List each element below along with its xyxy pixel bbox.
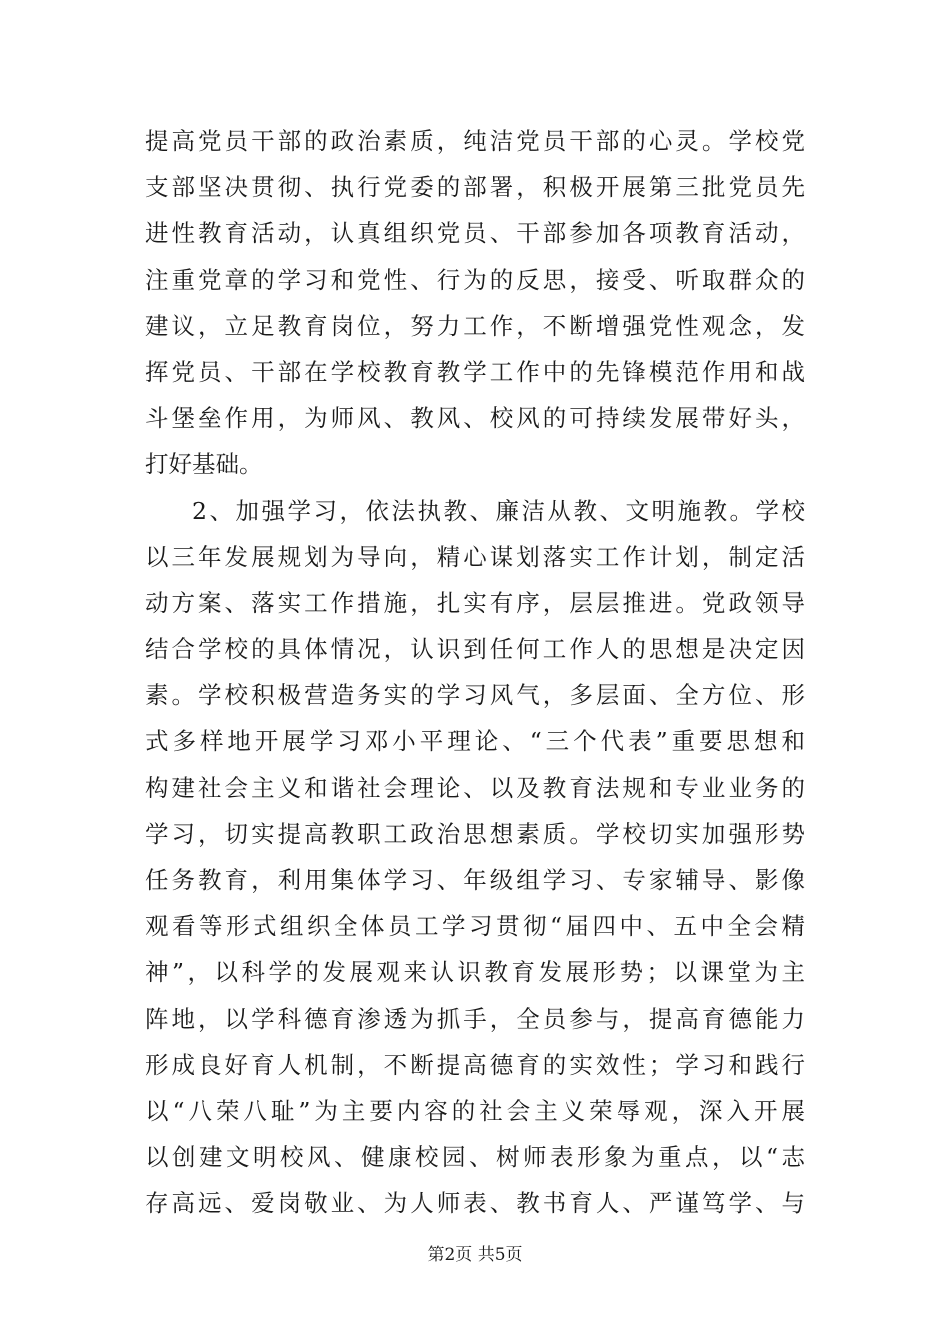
text-line: 学习，切实提高教职工政治思想素质。学校切实加强形势 xyxy=(145,819,805,848)
page-number-footer: 第2页 共5页 xyxy=(427,1245,523,1265)
text-line: 式多样地开展学习邓小平理论、“三个代表”重要思想和 xyxy=(145,727,805,756)
document-body xyxy=(145,118,805,1227)
text-line: 打好基础。 xyxy=(145,450,263,479)
text-line: 任务教育，利用集体学习、年级组学习、专家辅导、影像 xyxy=(145,866,805,894)
text-line: 支部坚决贯彻、执行党委的部署，积极开展第三批党员先 xyxy=(145,173,805,202)
text-line: 挥党员、干部在学校教育教学工作中的先锋模范作用和战 xyxy=(145,357,805,386)
text-line: 以“八荣八耻”为主要内容的社会主义荣辱观，深入开展 xyxy=(145,1096,805,1125)
text-line: 斗堡垒作用，为师风、教风、校风的可持续发展带好头， xyxy=(145,404,805,433)
text-line: 观看等形式组织全体员工学习贯彻“届四中、五中全会精 xyxy=(145,912,805,941)
text-line: 注重党章的学习和党性、行为的反思，接受、听取群众的 xyxy=(145,265,805,294)
text-line: 进性教育活动，认真组织党员、干部参加各项教育活动， xyxy=(145,219,805,248)
text-line: 2、加强学习，依法执教、廉洁从教、文明施教。学校 xyxy=(192,496,805,525)
text-line: 以创建文明校风、健康校园、树师表形象为重点，以“志 xyxy=(145,1143,805,1172)
text-line: 结合学校的具体情况，认识到任何工作人的思想是决定因 xyxy=(145,635,805,664)
text-line: 建议，立足教育岗位，努力工作，不断增强党性观念，发 xyxy=(145,311,805,340)
text-line: 存高远、爱岗敬业、为人师表、教书育人、严谨笃学、与 xyxy=(145,1189,805,1218)
text-line: 动方案、落实工作措施，扎实有序，层层推进。党政领导 xyxy=(145,588,805,617)
text-line: 阵地，以学科德育渗透为抓手，全员参与，提高育德能力 xyxy=(145,1004,805,1033)
text-line: 以三年发展规划为导向，精心谋划落实工作计划，制定活 xyxy=(145,542,805,571)
text-line: 素。学校积极营造务实的学习风气，多层面、全方位、形 xyxy=(145,681,805,710)
text-line: 构建社会主义和谐社会理论、以及教育法规和专业业务的 xyxy=(145,773,805,802)
text-line: 神”，以科学的发展观来认识教育发展形势；以课堂为主 xyxy=(145,958,805,987)
text-line: 形成良好育人机制，不断提高德育的实效性；学习和践行 xyxy=(145,1050,805,1079)
text-line: 提高党员干部的政治素质，纯洁党员干部的心灵。学校党 xyxy=(145,127,805,155)
